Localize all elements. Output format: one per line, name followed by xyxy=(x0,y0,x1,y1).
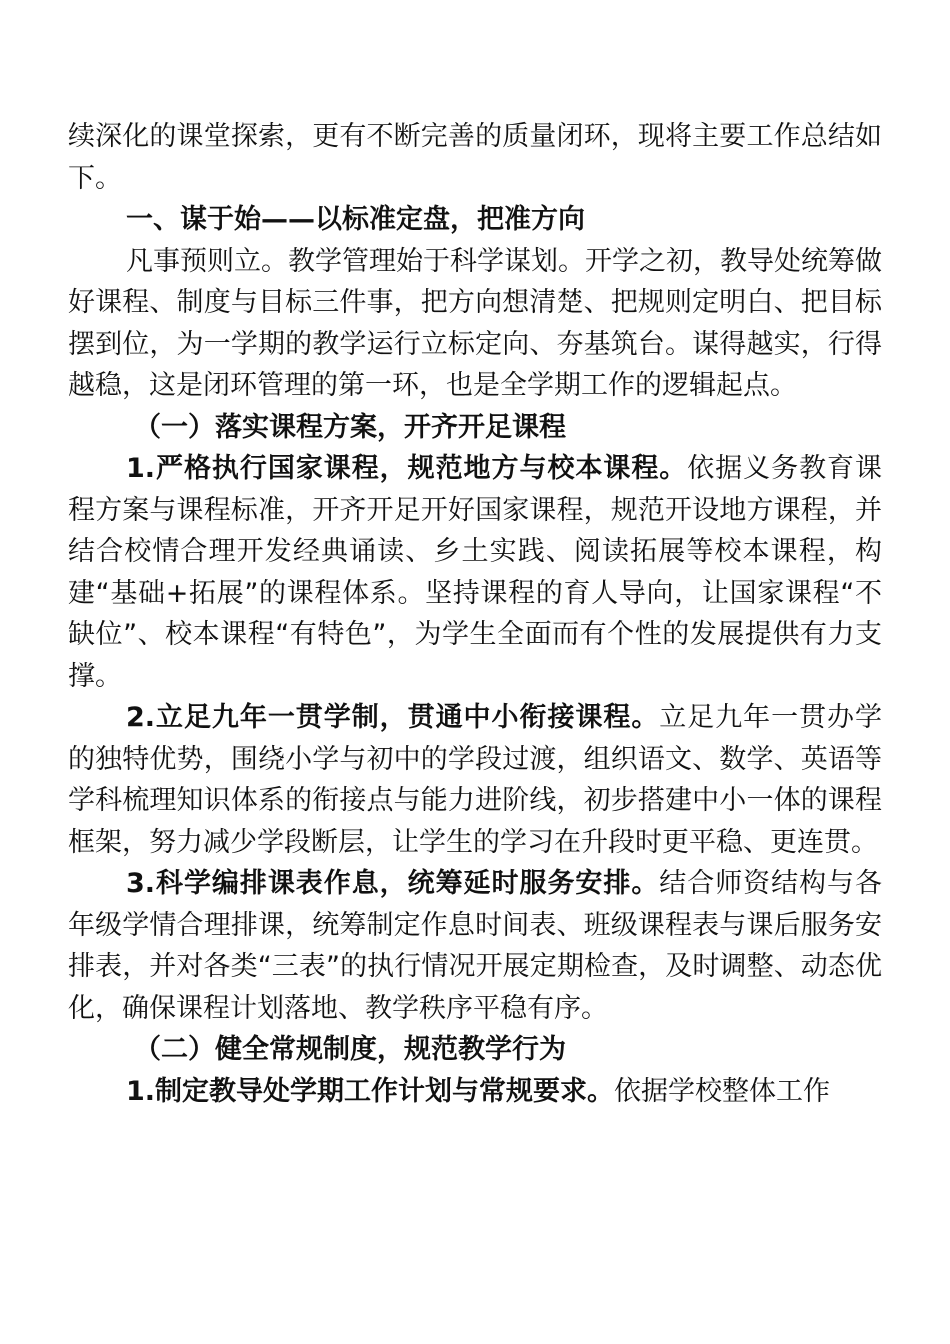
section-intro-paragraph: 凡事预则立。教学管理始于科学谋划。开学之初，教导处统筹做好课程、制度与目标三件事，把方向想清楚、把规则定明白、把目标摆到位，为一学期的教学运行立标定向、夯基筑台。谋得越实，行得越稳，这是闭环管理的第一环，也是全学期工作的逻辑起点。 xyxy=(68,245,882,401)
document-page xyxy=(68,116,882,1112)
item-body-text: 依据义务教育课程方案与课程标准，开齐开足开好国家课程，规范开设地方课程，并结合校情合理开发经典诵读、乡土实践、阅读拓展等校本课程，构建“基础+拓展”的课程体系。坚持课程的育人导向，让国家课程“不缺位”、校本课程“有特色”，为学生全面而有个性的发展提供有力支撑。 xyxy=(68,453,883,692)
subsection-heading: （一）落实课程方案，开齐开足课程 xyxy=(134,411,566,443)
item-body-text: 结合师资结构与各年级学情合理排课，统筹制定作息时间表、班级课程表与课后服务安排表，并对各类“三表”的执行情况开展定期检查，及时调整、动态优化，确保课程计划落地、教学秩序平稳有序。 xyxy=(68,868,882,1024)
list-item-paragraph xyxy=(68,1071,882,1113)
item-lead-text: 2.立足九年一贯学制，贯通中小衔接课程。 xyxy=(126,702,660,733)
continuation-paragraph: 续深化的课堂探索，更有不断完善的质量闭环，现将主要工作总结如下。 xyxy=(68,121,882,194)
list-item-paragraph xyxy=(68,448,882,697)
item-body-text: 依据学校整体工作 xyxy=(614,1075,831,1107)
list-item-paragraph xyxy=(68,863,882,1029)
section-heading: 一、谋于始——以标准定盘，把准方向 xyxy=(126,204,585,235)
item-lead-text: 3.科学编排课表作息，统筹延时服务安排。 xyxy=(126,868,660,899)
item-lead-text: 1.制定教导处学期工作计划与常规要求。 xyxy=(126,1075,615,1107)
list-item-paragraph xyxy=(68,697,882,863)
subsection-heading: （二）健全常规制度，规范教学行为 xyxy=(134,1034,566,1065)
item-lead-text: 1.严格执行国家课程，规范地方与校本课程。 xyxy=(126,453,688,484)
item-body-text: 立足九年一贯办学的独特优势，围绕小学与初中的学段过渡，组织语文、数学、英语等学科梳理知识体系的衔接点与能力进阶线，初步搭建中小一体的课程框架，努力减少学段断层，让学生的学习在升段时更平稳、更连贯。 xyxy=(68,702,882,858)
